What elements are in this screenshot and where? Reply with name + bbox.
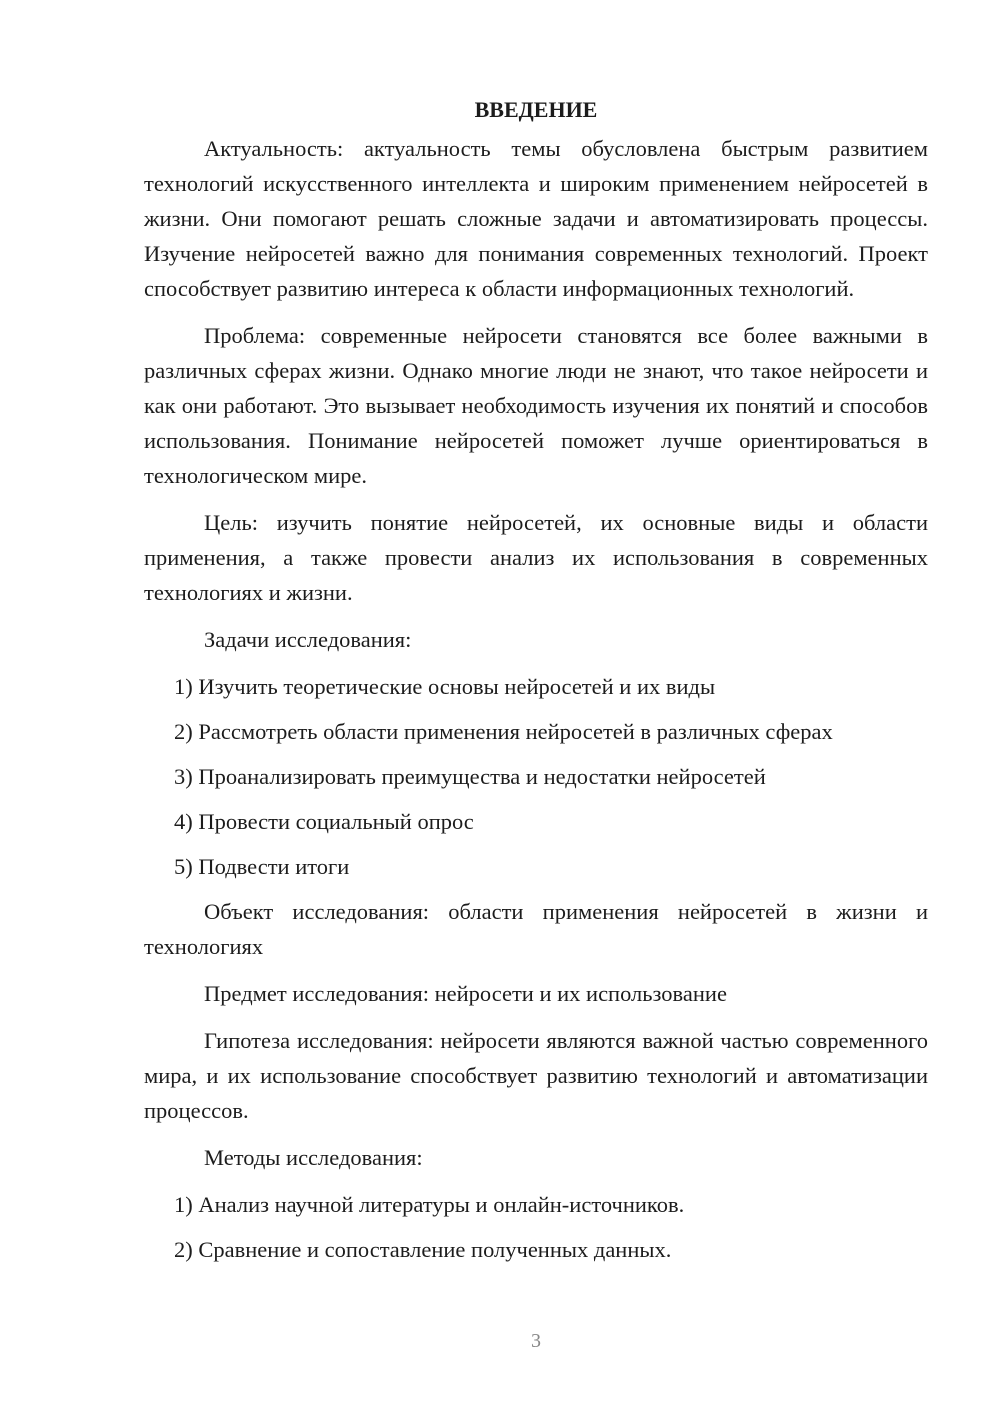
section-heading: ВВЕДЕНИЕ [474, 97, 598, 122]
method-item: 1) Анализ научной литературы и онлайн-источников. [174, 1192, 685, 1217]
problem-paragraph: Проблема: современные нейросети становятся все более важными в различных сферах жизни. Однако многие люди не знают, что такое нейросети и как они работают. Это вызывает необходимость изучения их понятий и способов использования. Понимание нейросетей поможет лучше ориентироваться в технологическом мире. [144, 323, 928, 488]
task-item: 5) Подвести итоги [174, 854, 350, 879]
document-page [144, 92, 928, 1277]
task-item: 2) Рассмотреть области применения нейросетей в различных сферах [174, 719, 833, 744]
task-item: 3) Проанализировать преимущества и недостатки нейросетей [174, 764, 766, 789]
tasks-title: Задачи исследования: [204, 627, 412, 652]
hypothesis-paragraph: Гипотеза исследования: нейросети являются важной частью современного мира, и их использование способствует развитию технологий и автоматизации процессов. [144, 1028, 928, 1123]
task-item: 4) Провести социальный опрос [174, 809, 474, 834]
object-paragraph: Объект исследования: области применения нейросетей в жизни и технологиях [144, 899, 928, 959]
methods-title: Методы исследования: [204, 1145, 423, 1170]
page-number: 3 [531, 1330, 541, 1352]
tasks-list [144, 669, 928, 884]
method-item: 2) Сравнение и сопоставление полученных данных. [174, 1237, 672, 1262]
methods-list [144, 1187, 928, 1267]
task-item: 1) Изучить теоретические основы нейросетей и их виды [174, 674, 716, 699]
goal-paragraph: Цель: изучить понятие нейросетей, их основные виды и области применения, а также провести анализ их использования в современных технологиях и жизни. [144, 510, 928, 605]
subject-paragraph: Предмет исследования: нейросети и их использование [204, 981, 727, 1006]
relevance-paragraph: Актуальность: актуальность темы обусловлена быстрым развитием технологий искусственного интеллекта и широким применением нейросетей в жизни. Они помогают решать сложные задачи и автоматизировать процессы. Изучение нейросетей важно для понимания современных технологий. Проект способствует развитию интереса к области информационных технологий. [144, 136, 928, 301]
